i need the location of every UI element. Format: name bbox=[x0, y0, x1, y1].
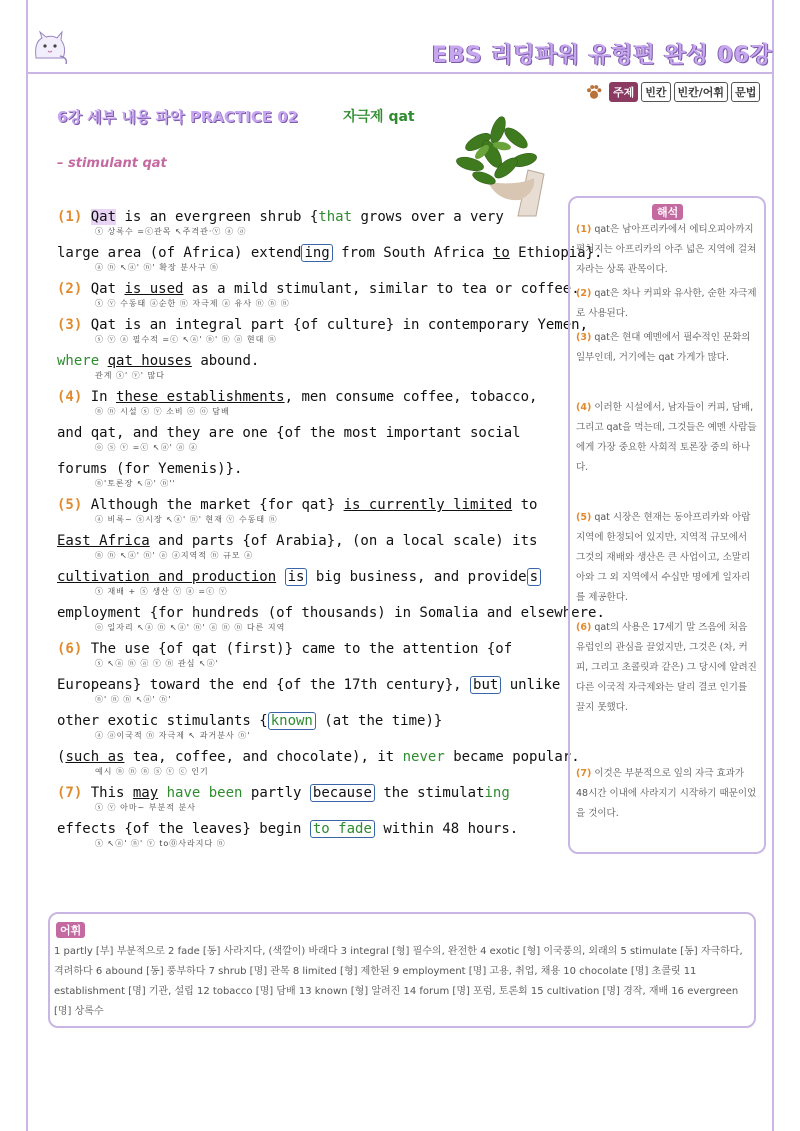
passage-line bbox=[57, 316, 589, 352]
passage-line bbox=[57, 424, 537, 460]
translation-item: (3) qat은 현대 예멘에서 필수적인 문화의 일부인데, 거기에는 qat 가게가 많다. bbox=[576, 332, 751, 363]
passage-text: and qat, and they are one {of the most important social bbox=[57, 425, 521, 441]
passage-line bbox=[57, 208, 537, 244]
right-border bbox=[772, 0, 774, 1131]
grammar-annotation: ⓐ 비록~ ⓢ시장 ↖ⓐ' ⓝ' 현재 ⓥ 수동태 ⓝ bbox=[95, 515, 278, 524]
passage-line bbox=[57, 676, 561, 712]
passage-text: where qat houses abound. bbox=[57, 353, 260, 369]
grammar-annotation: ⓢ 재배 + ⓢ 생산 ⓥ ⓐ =ⓒ ⓥ bbox=[95, 587, 228, 596]
passage-line bbox=[57, 748, 580, 784]
passage-text: employment {for hundreds (of thousands) in Somalia and elsewhere. bbox=[57, 605, 605, 621]
passage-line bbox=[57, 640, 537, 676]
grammar-annotation: ⓝ'토론장 ↖ⓐ' ⓝ'' bbox=[95, 479, 176, 488]
grammar-annotation: ⓞ ⓢ ⓥ =ⓒ ↖ⓐ' ⓐ ⓐ bbox=[95, 443, 198, 452]
nav-tab-topic[interactable]: 주제 bbox=[609, 82, 638, 102]
translation-item: (1) qat은 남아프리카에서 에티오피아까지 펼쳐지는 아프리카의 아주 넓은 지역에 걸쳐 자라는 상록 관목이다. bbox=[576, 224, 757, 275]
grammar-annotation: ⓢ ↖ⓐ ⓝ ⓐ ⓥ ⓝ 관심 ↖ⓐ' bbox=[95, 659, 219, 668]
cat-mascot-icon bbox=[30, 28, 70, 68]
paw-icon bbox=[585, 83, 603, 101]
section-title: 6강 세부 내용 파악 PRACTICE 02 bbox=[57, 108, 299, 126]
left-border bbox=[26, 0, 28, 1131]
passage-subtitle: – stimulant qat bbox=[57, 156, 167, 171]
passage-text: Europeans} toward the end {of the 17th century}, but unlike bbox=[57, 677, 561, 693]
passage-line bbox=[57, 820, 537, 856]
grammar-annotation: ⓐ ⓝ ↖ⓐ' ⓝ' 확장 분사구 ⓝ bbox=[95, 263, 219, 272]
section-subtitle: 자극제 qat bbox=[343, 109, 415, 125]
passage-text: East Africa and parts {of Arabia}, (on a local scale) its bbox=[57, 533, 538, 549]
translation-item: (6) qat의 사용은 17세기 말 즈음에 처음 유럽인의 관심을 끌었지만, 그것은 (차, 커피, 그리고 초콜릿과 같은) 그 당시에 알려진 다른 이국적 자극제와는 달리 결코 인기를 끌지 못했다. bbox=[576, 622, 757, 713]
grammar-annotation: ⓢ ↖ⓐ' ⓝ' ⓥ to⓪사라지다 ⓝ bbox=[95, 839, 226, 848]
grammar-annotation: ⓞ 일자리 ↖ⓐ ⓝ ↖ⓐ' ⓝ' ⓐ ⓝ ⓝ 다른 지역 bbox=[95, 623, 286, 632]
passage-line bbox=[57, 604, 605, 640]
vocabulary-box bbox=[48, 912, 756, 1028]
grammar-annotation: ⓢ ⓥ ⓐ 필수적 =ⓒ ↖ⓐ' ⓝ' ⓝ ⓐ 현대 ⓝ bbox=[95, 335, 277, 344]
passage-line bbox=[57, 244, 603, 280]
translation-item: (4) 이러한 시설에서, 남자들이 커피, 담배, 그리고 qat을 먹는데, 그것들은 예멘 사람들에게 가장 중요한 사회적 토론장 중의 하나다. bbox=[576, 402, 757, 473]
grammar-annotation: 예시 ⓝ ⓝ ⓝ ⓢ ⓥ ⓒ 인기 bbox=[95, 767, 209, 776]
nav-bar bbox=[585, 82, 760, 102]
translation-item: (2) qat은 차나 커피와 유사한, 순한 자극제로 사용된다. bbox=[576, 288, 757, 319]
vocabulary-title: 어휘 bbox=[56, 922, 85, 938]
passage-text: other exotic stimulants { known (at the time)} bbox=[57, 713, 443, 729]
vocabulary-list: 1 partly [부] 부분적으로 2 fade [동] 사라지다, (색깔이) 바래다 3 integral [형] 필수의, 완전한 4 exotic [형] 이국풍의, 외래의 5 stimulate [동] 자극하다, 격려하다 6 abound [동] 풍부하다 7 shrub [명] 관목 8 limited [형] 제한된 9 employment [명] 고용, 취업, 채용 10 chocolate [명] 초콜릿 11 establishment [명] 기관, 설립 12 tobacco [명] 담배 13 known [형] 알려진 14 forum [명] 포럼, 토론회 15 cultivation [명] 경작, 재배 16 evergreen [명] 상록수 bbox=[54, 946, 743, 1017]
passage-text: effects {of the leaves} begin to fade within 48 hours. bbox=[57, 821, 519, 837]
passage-line bbox=[57, 496, 537, 532]
header-rule bbox=[26, 72, 774, 74]
grammar-annotation: ⓐ ⓐ이국적 ⓝ 자극제 ↖ 과거분사 ⓝ' bbox=[95, 731, 251, 740]
passage-text: large area (of Africa) extend ing from South Africa to Ethiopia}. bbox=[57, 245, 603, 261]
grammar-annotation: ⓝ' ⓝ ⓝ ↖ⓐ' ⓝ' bbox=[95, 695, 172, 704]
passage-line bbox=[57, 712, 537, 748]
passage bbox=[57, 208, 605, 856]
translation-panel bbox=[568, 196, 766, 854]
header-title: EBS 리딩파워 유형편 완성 06강 bbox=[432, 43, 773, 68]
passage-text: (5) Although the market {for qat} is currently limited to bbox=[57, 497, 538, 513]
grammar-annotation: ⓝ ⓝ ↖ⓐ' ⓝ' ⓐ ⓐ지역적 ⓝ 규모 ⓐ bbox=[95, 551, 254, 560]
passage-text: (7) This may have been partly because the stimulating bbox=[57, 785, 510, 801]
passage-line bbox=[57, 460, 537, 496]
passage-line bbox=[57, 568, 537, 604]
passage-text: cultivation and production is big business, and provide s bbox=[57, 568, 537, 586]
passage-line bbox=[57, 532, 537, 568]
translation-item: (7) 이것은 부분적으로 잎의 자극 효과가 48시간 이내에 사라지기 시작하기 때문이었을 것이다. bbox=[576, 768, 757, 819]
passage-text: forums (for Yemenis)}. bbox=[57, 461, 243, 477]
translation-item: (5) qat 시장은 현재는 동아프리카와 아랍 지역에 한정되어 있지만, 지역적 규모에서 그것의 재배와 생산은 큰 사업이고, 소말리아와 그 외 지역에서 수십만 명에게 일자리를 제공한다. bbox=[576, 512, 751, 603]
passage-text: (2) Qat is used as a mild stimulant, similar to tea or coffee. bbox=[57, 281, 580, 297]
grammar-annotation: ⓢ ⓥ 아마~ 부분적 분사 bbox=[95, 803, 196, 812]
nav-tab-grammar[interactable]: 문법 bbox=[731, 82, 760, 102]
grammar-annotation: ⓢ ⓥ 수동태 ⓐ순한 ⓝ 자극제 ⓐ 유사 ⓝ ⓝ ⓝ bbox=[95, 299, 290, 308]
translation-title: 해석 bbox=[652, 204, 683, 220]
passage-text: (1) Qat is an evergreen shrub {that grows over a very bbox=[57, 209, 504, 225]
qat-plant-image bbox=[448, 112, 548, 217]
passage-line bbox=[57, 352, 537, 388]
nav-tab-blank-vocab[interactable]: 빈칸/어휘 bbox=[674, 82, 729, 102]
passage-text: (6) The use {of qat (first)} came to the attention {of bbox=[57, 641, 513, 657]
passage-text: (4) In these establishments, men consume coffee, tobacco, bbox=[57, 389, 538, 405]
passage-line bbox=[57, 280, 580, 316]
grammar-annotation: ⓝ ⓝ 시설 ⓢ ⓥ 소비 ⓞ ⓞ 담배 bbox=[95, 407, 230, 416]
passage-text: (such as tea, coffee, and chocolate), it never became popular. bbox=[57, 749, 580, 765]
grammar-annotation: ⓢ 상록수 =ⓒ관목 ↖주격관·ⓥ ⓐ ⓐ bbox=[95, 227, 247, 236]
passage-text: (3) Qat is an integral part {of culture} in contemporary Yemen, bbox=[57, 317, 589, 333]
nav-tab-blank[interactable]: 빈칸 bbox=[641, 82, 670, 102]
passage-line bbox=[57, 388, 537, 424]
grammar-annotation: 관계 ⓢ' ⓥ' 많다 bbox=[95, 371, 165, 380]
passage-line bbox=[57, 784, 537, 820]
